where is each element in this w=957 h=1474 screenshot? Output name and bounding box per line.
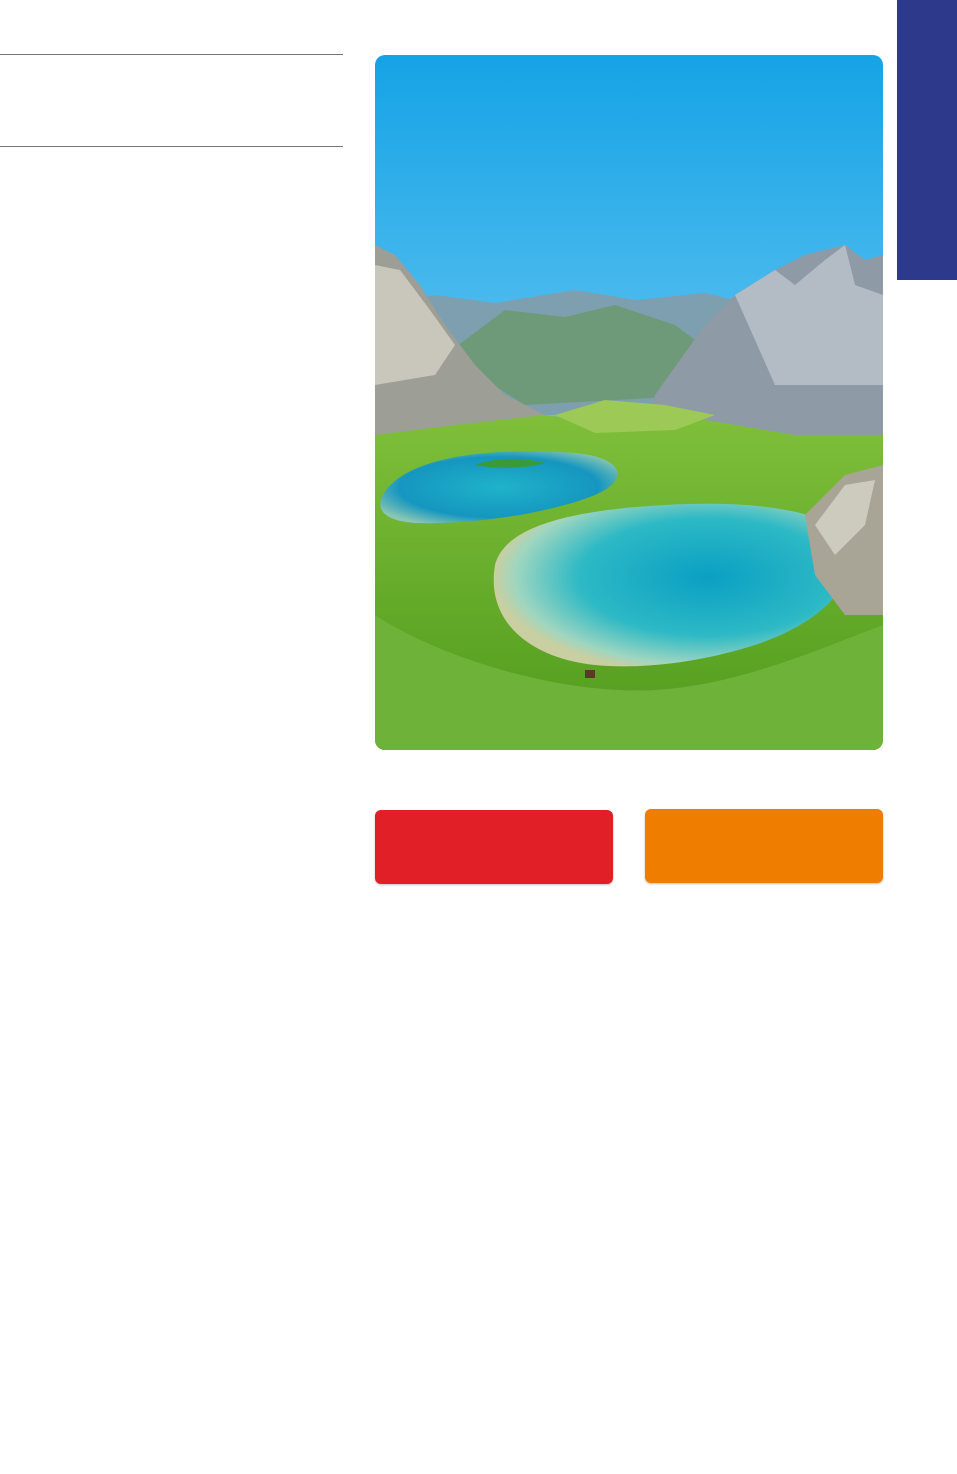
lake-landscape-photo xyxy=(375,55,883,750)
top-rule-1 xyxy=(0,54,343,55)
top-rule-2 xyxy=(0,146,343,147)
da-sapere-heading-box xyxy=(375,810,613,884)
section-side-tab xyxy=(897,0,957,280)
storia-heading-box xyxy=(645,809,883,883)
landscape-illustration xyxy=(375,55,883,750)
